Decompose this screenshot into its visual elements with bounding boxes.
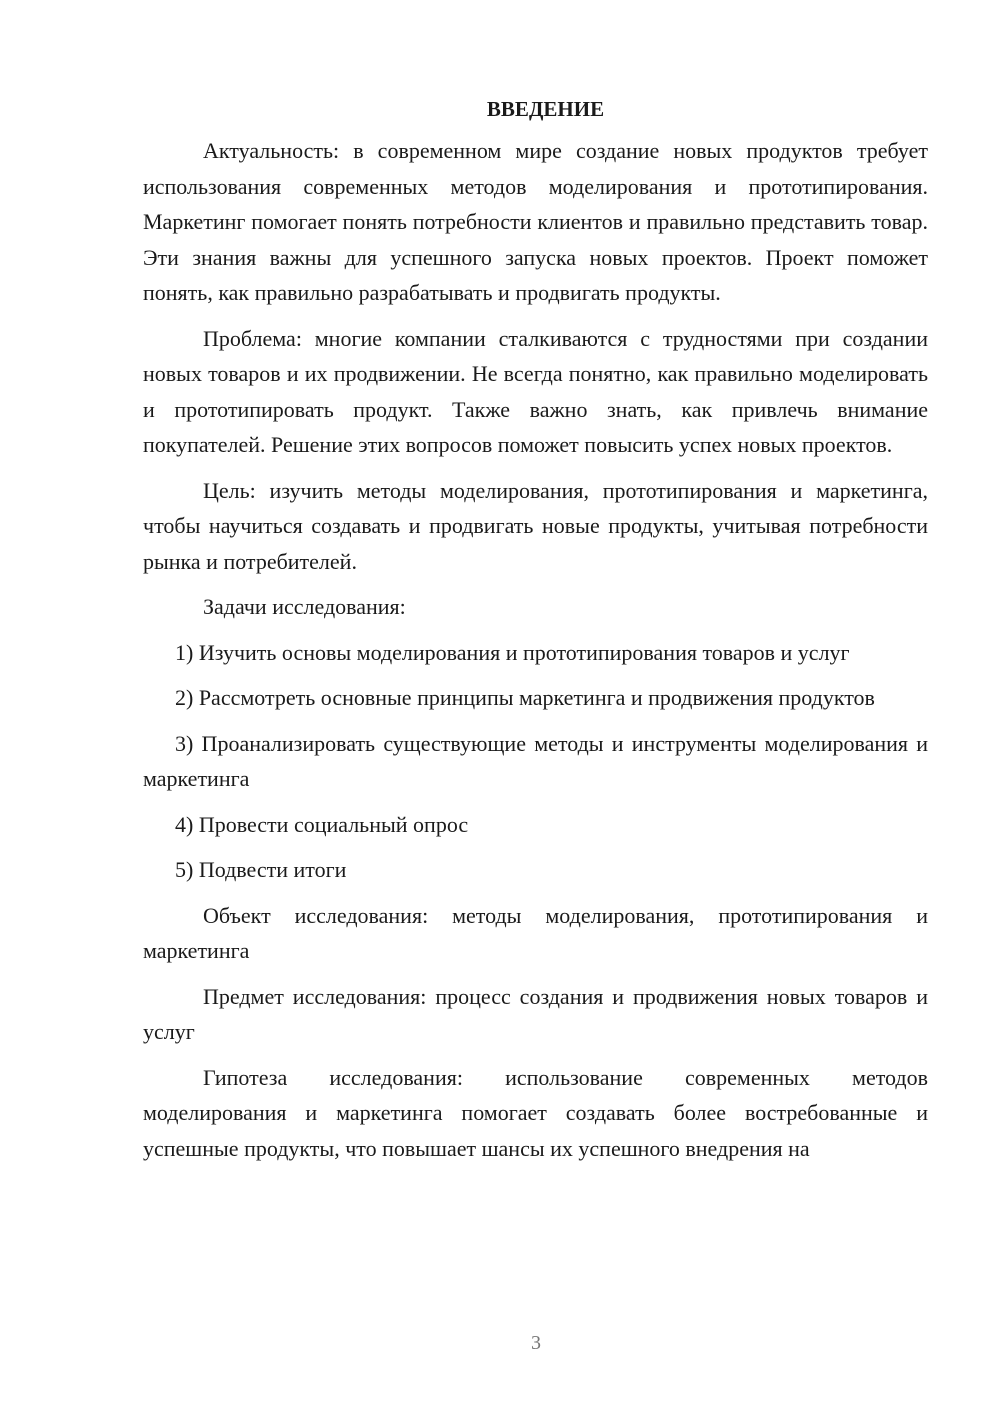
page-number: 3 [531, 1332, 541, 1354]
paragraph-problem: Проблема: многие компании сталкиваются с трудностями при создании новых товаров и их продвижении. Не всегда понятно, как правильно моделировать и прототипировать продукт. Также важно знать, как привлечь внимание покупателей. Решение этих вопросов поможет повысить успех новых проектов. [143, 325, 928, 457]
section-title: ВВЕДЕНИЕ [486, 97, 605, 121]
paragraph-hypothesis: Гипотеза исследования: использование современных методов моделирования и маркетинга помогает создавать более востребованные и успешные продукты, что повышает шансы их успешного внедрения на [143, 1064, 928, 1161]
paragraph-relevance: Актуальность: в современном мире создание новых продуктов требует использования современных методов моделирования и прототипирования. Маркетинг помогает понять потребности клиентов и правильно представить товар. Эти знания важны для успешного запуска новых проектов. Проект поможет понять, как правильно разрабатывать и продвигать продукты. [143, 138, 928, 305]
task-item-4: 4) Провести социальный опрос [175, 811, 469, 837]
paragraph-tasks-heading: Задачи исследования: [203, 594, 406, 619]
task-item-3: 3) Проанализировать существующие методы и инструменты моделирования и маркетинга [143, 730, 928, 791]
paragraph-object: Объект исследования: методы моделирования, прототипирования и маркетинга [143, 902, 928, 963]
paragraph-goal: Цель: изучить методы моделирования, прототипирования и маркетинга, чтобы научиться создавать и продвигать новые продукты, учитывая потребности рынка и потребителей. [143, 477, 928, 574]
task-item-1: 1) Изучить основы моделирования и прототипирования товаров и услуг [175, 639, 850, 665]
page-content [143, 92, 928, 1176]
paragraph-subject: Предмет исследования: процесс создания и продвижения новых товаров и услуг [143, 983, 928, 1044]
task-item-5: 5) Подвести итоги [175, 857, 347, 882]
task-item-2: 2) Рассмотреть основные принципы маркетинга и продвижения продуктов [175, 685, 875, 710]
